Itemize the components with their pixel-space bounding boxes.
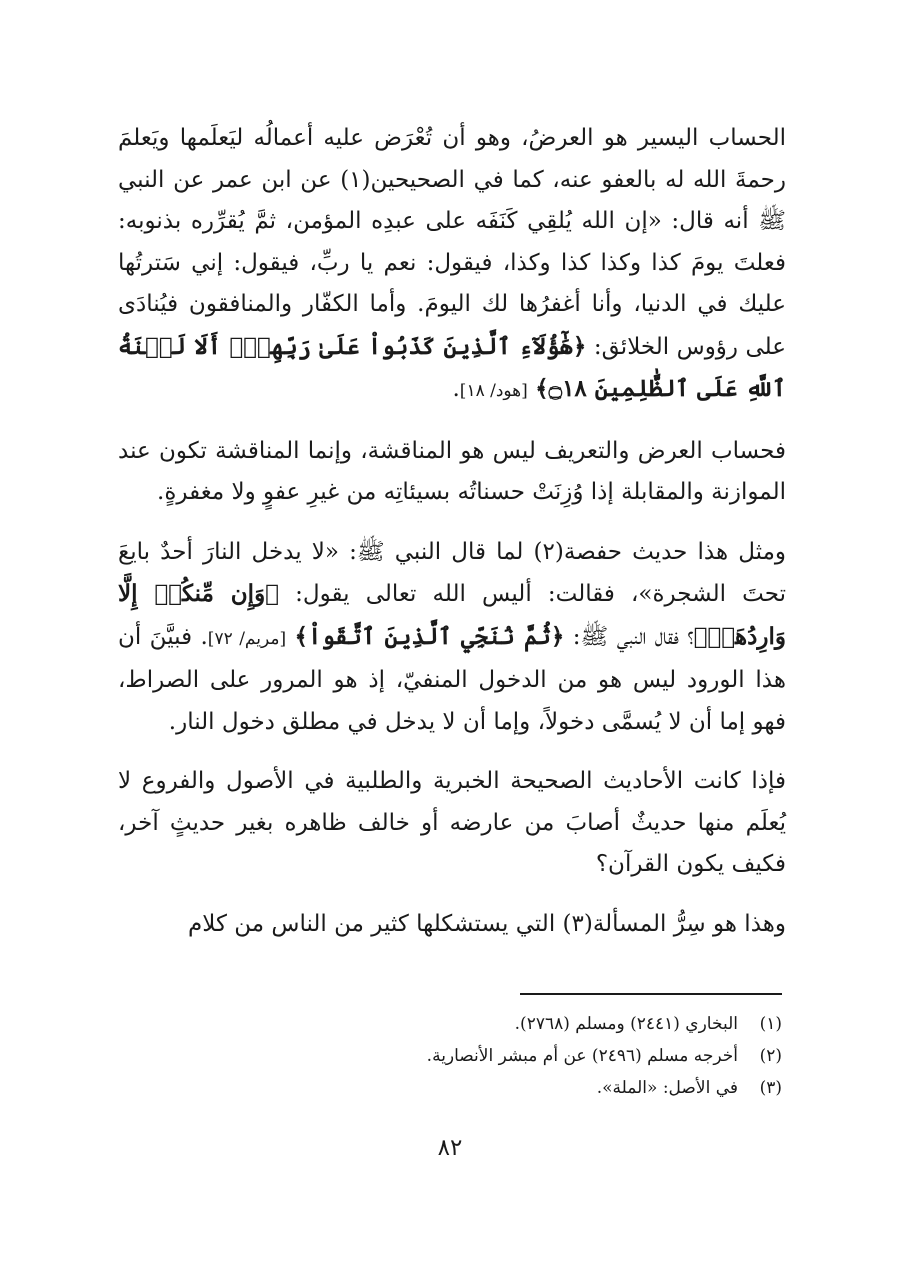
footnote-text: في الأصل: «الملة». — [596, 1078, 738, 1098]
paragraph-4: فإذا كانت الأحاديث الصحيحة الخبرية والطلبية في الأصول والفروع لا يُعلَم منها حديثٌ أصابَ من عارضه أو خالف ظاهره بغير حديثٍ آخر، فكيف يكون القرآن؟ — [118, 768, 786, 877]
footnote-number: (١) — [759, 1014, 782, 1034]
paragraph-3-text-a: ومثل هذا حديث حفصة(٢) لما قال النبي ﷺ: «لا يدخل النارَ أحدٌ بايعَ تحتَ الشجرة»، فقالت: أليس الله تعالى يقول: — [118, 538, 787, 607]
footnote-number: (٢) — [759, 1046, 782, 1066]
footnote-separator — [520, 993, 782, 995]
paragraph-2: فحساب العرض والتعريف ليس هو المناقشة، وإنما المناقشة تكون عند الموازنة والمقابلة إذا وُزِنَتْ حسناتُه بسيئاتِه من غيرِ عفوٍ ولا مغفرةٍ. — [118, 437, 786, 505]
page-number: ٨٢ — [437, 1135, 463, 1161]
paragraph-3-text-b: ؟ فقال النبي ﷺ: — [572, 623, 694, 650]
footnote-text: البخاري (٢٤٤١) ومسلم (٢٧٦٨). — [514, 1014, 738, 1034]
footnotes-list — [114, 1008, 782, 1104]
paragraph-3-text-c: . فبيَّنَ أن هذا الورود ليس هو من الدخول المنفيّ، إذ هو المرور على الصراط، فهو إما أن لا يُسمَّى دخولاً، وإما أن لا يدخل في مطلق دخول النار. — [118, 623, 786, 735]
quran-verse-hud: ﴿هَٰٓؤُلَآءِ ٱلَّذِينَ كَذَبُواْ عَلَىٰ رَبِّهِمْۚ أَلَا لَعۡنَةُ ٱللَّهِ عَلَى ٱلظَّٰلِمِينَ ۝١٨﴾ — [118, 332, 786, 402]
footnote-text: أخرجه مسلم (٢٤٩٦) عن أم مبشر الأنصارية. — [426, 1046, 738, 1066]
footnote-2 — [114, 1040, 782, 1072]
paragraph-5: وهذا هو سِرُّ المسألة(٣) التي يستشكلها كثير من الناس من كلام — [188, 910, 786, 937]
paragraph-1-text: الحساب اليسير هو العرضُ، وهو أن تُعْرَض عليه أعمالُه ليَعلَمها ويَعلمَ رحمةَ الله له بالعفو عنه، كما في الصحيحين(١) عن ابن عمر عن النبي ﷺ أنه قال: «إن الله يُلقِي كَنَفَه على عبدِه المؤمن، ثمَّ يُقرِّره بذنوبه: فعلتَ يومَ كذا وكذا كذا وكذا، فيقول: نعم يا ربِّ، فيقول: إني سَترتُها عليك في الدنيا، وأنا أغفرُها لك اليومَ. وأما الكفّار والمنافقون فيُنادَى على رؤوس الخلائق: — [118, 125, 787, 360]
verse-reference-maryam: [مريم/ ٧٢] — [207, 628, 287, 649]
verse-reference-hud: [هود/ ١٨] — [459, 381, 528, 401]
quran-verse-maryam-71: ﴿وَإِن مِّنكُمۡ إِلَّا وَارِدُهَاۚ﴾ — [118, 580, 786, 650]
footnote-number: (٣) — [759, 1078, 782, 1098]
paragraph-1 — [118, 118, 786, 413]
footnote-1 — [114, 1008, 782, 1040]
page-body — [118, 118, 786, 945]
quran-verse-maryam-72: ﴿ثُمَّ نُنَجِّي ٱلَّذِينَ ٱتَّقَواْ﴾ — [294, 622, 565, 650]
footnote-3 — [114, 1072, 782, 1104]
paragraph-1-end: . — [452, 376, 460, 402]
paragraph-3 — [118, 532, 786, 744]
